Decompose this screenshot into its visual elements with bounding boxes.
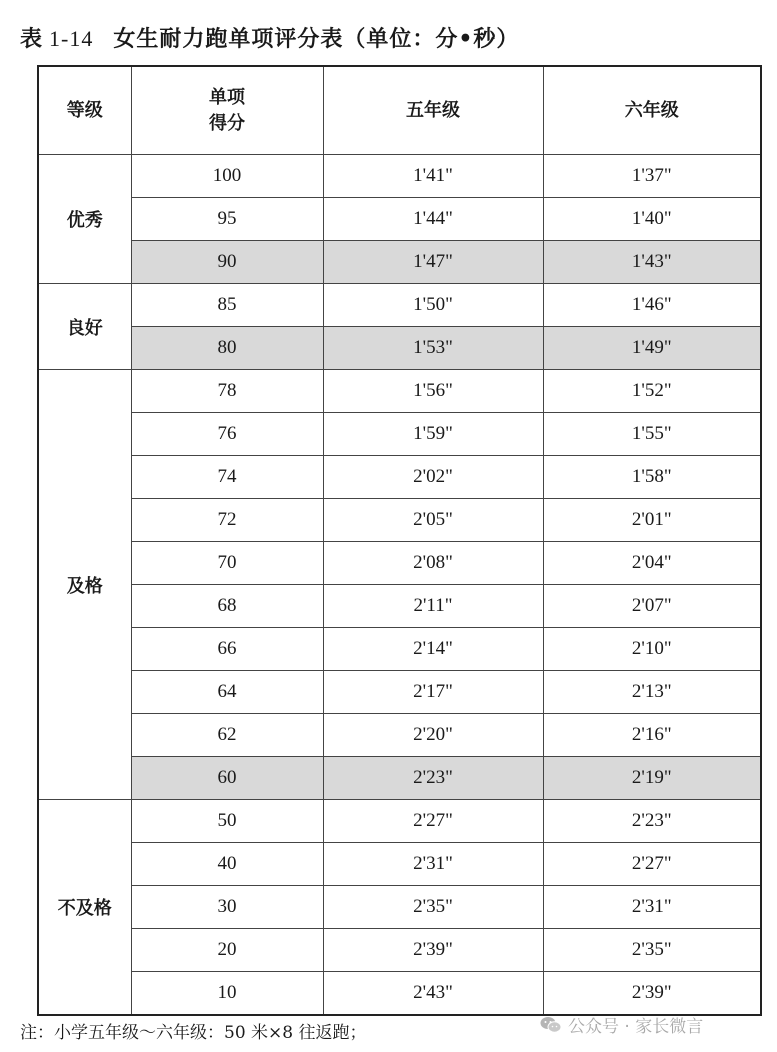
- grade6-cell: 2'01": [543, 499, 761, 542]
- grade6-cell: 1'40": [543, 198, 761, 241]
- table-title-number: 1-14: [49, 26, 94, 51]
- grade5-cell: 1'56": [323, 370, 543, 413]
- grade6-cell: 2'23": [543, 800, 761, 843]
- grade6-cell: 2'16": [543, 714, 761, 757]
- grade5-cell: 2'20": [323, 714, 543, 757]
- grade6-cell: 1'58": [543, 456, 761, 499]
- grade5-cell: 2'11": [323, 585, 543, 628]
- grade6-cell: 1'55": [543, 413, 761, 456]
- table-row: [38, 800, 761, 843]
- table-row: [38, 413, 761, 456]
- grade6-cell: 2'07": [543, 585, 761, 628]
- table-row: [38, 499, 761, 542]
- score-cell: 95: [131, 198, 323, 241]
- score-cell: 80: [131, 327, 323, 370]
- header-score-line1: 单项: [209, 86, 245, 108]
- grade5-cell: 1'47": [323, 241, 543, 284]
- table-row: [38, 155, 761, 198]
- table-row: [38, 241, 761, 284]
- score-table: [37, 65, 762, 1016]
- grade6-cell: 2'19": [543, 757, 761, 800]
- grade5-cell: 2'05": [323, 499, 543, 542]
- table-title-text: 女生耐力跑单项评分表（单位：分•秒）: [113, 26, 520, 52]
- level-cell: 不及格: [38, 800, 131, 1016]
- table-row: [38, 284, 761, 327]
- grade6-cell: 1'37": [543, 155, 761, 198]
- grade5-cell: 2'02": [323, 456, 543, 499]
- table-row: [38, 972, 761, 1016]
- table-row: [38, 327, 761, 370]
- score-cell: 10: [131, 972, 323, 1016]
- score-cell: 85: [131, 284, 323, 327]
- score-cell: 78: [131, 370, 323, 413]
- header-row: [38, 66, 761, 155]
- header-score-line2: 得分: [209, 112, 245, 134]
- table-title-label: 表: [20, 26, 44, 52]
- table-row: [38, 886, 761, 929]
- grade6-cell: 2'39": [543, 972, 761, 1016]
- grade5-cell: 1'41": [323, 155, 543, 198]
- footnote: 注：小学五年级～六年级：50 米×8 往返跑；: [20, 1023, 367, 1043]
- grade5-cell: 2'27": [323, 800, 543, 843]
- score-cell: 74: [131, 456, 323, 499]
- score-cell: 50: [131, 800, 323, 843]
- table-row: [38, 456, 761, 499]
- level-cell: 及格: [38, 370, 131, 800]
- score-cell: 66: [131, 628, 323, 671]
- table-row: [38, 585, 761, 628]
- grade5-cell: 1'44": [323, 198, 543, 241]
- grade5-cell: 2'14": [323, 628, 543, 671]
- grade6-cell: 2'35": [543, 929, 761, 972]
- level-cell: 良好: [38, 284, 131, 370]
- watermark: [540, 1012, 703, 1037]
- table-row: [38, 198, 761, 241]
- table-row: [38, 843, 761, 886]
- table-row: [38, 671, 761, 714]
- grade5-cell: 1'59": [323, 413, 543, 456]
- score-cell: 70: [131, 542, 323, 585]
- grade5-cell: 2'31": [323, 843, 543, 886]
- grade5-cell: 2'43": [323, 972, 543, 1016]
- score-cell: 30: [131, 886, 323, 929]
- grade5-cell: 1'53": [323, 327, 543, 370]
- score-cell: 68: [131, 585, 323, 628]
- grade5-cell: 2'23": [323, 757, 543, 800]
- grade5-cell: 2'39": [323, 929, 543, 972]
- grade6-cell: 2'13": [543, 671, 761, 714]
- grade5-cell: 1'50": [323, 284, 543, 327]
- header-grade6: 六年级: [543, 66, 761, 155]
- score-cell: 60: [131, 757, 323, 800]
- table-body: [38, 155, 761, 1016]
- score-cell: 90: [131, 241, 323, 284]
- table-row: [38, 929, 761, 972]
- header-level: 等级: [38, 66, 131, 155]
- table-row: [38, 542, 761, 585]
- grade6-cell: 1'43": [543, 241, 761, 284]
- table-row: [38, 628, 761, 671]
- score-cell: 72: [131, 499, 323, 542]
- grade6-cell: 1'49": [543, 327, 761, 370]
- level-cell: 优秀: [38, 155, 131, 284]
- score-cell: 62: [131, 714, 323, 757]
- grade6-cell: 2'27": [543, 843, 761, 886]
- watermark-text: 公众号 · 家长微言: [568, 1017, 704, 1037]
- header-grade5: 五年级: [323, 66, 543, 155]
- table-row: [38, 757, 761, 800]
- score-cell: 64: [131, 671, 323, 714]
- score-cell: 100: [131, 155, 323, 198]
- grade6-cell: 2'04": [543, 542, 761, 585]
- grade5-cell: 2'08": [323, 542, 543, 585]
- grade6-cell: 1'46": [543, 284, 761, 327]
- score-cell: 20: [131, 929, 323, 972]
- grade6-cell: 2'31": [543, 886, 761, 929]
- score-cell: 76: [131, 413, 323, 456]
- table-row: [38, 370, 761, 413]
- grade5-cell: 2'35": [323, 886, 543, 929]
- table-row: [38, 714, 761, 757]
- wechat-icon: [540, 1016, 562, 1034]
- grade5-cell: 2'17": [323, 671, 543, 714]
- header-score: [131, 66, 323, 155]
- grade6-cell: 1'52": [543, 370, 761, 413]
- grade6-cell: 2'10": [543, 628, 761, 671]
- table-title: [20, 22, 519, 53]
- score-cell: 40: [131, 843, 323, 886]
